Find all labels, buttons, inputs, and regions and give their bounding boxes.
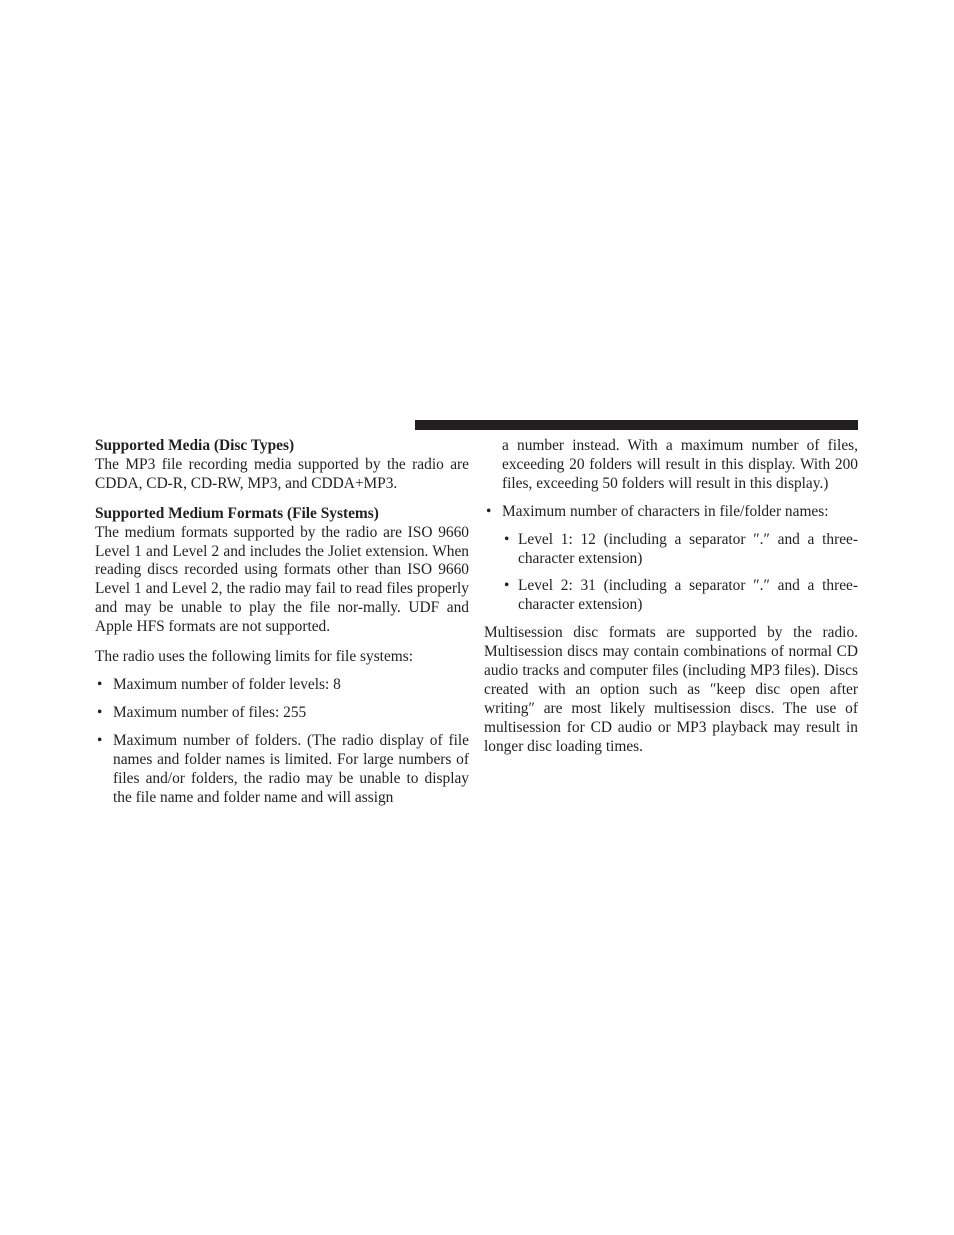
list-item [484,503,858,616]
list-item: • Maximum number of folder levels: 8 [95,676,469,695]
multisession-text: Multisession disc formats are supported by the radio. Multisession discs may contain combinations of normal CD audio tracks and computer files (including MP3 files). Discs created with an option such as ″keep disc open after writing″ are most likely multisession discs. The use of multisession for CD audio or MP3 playback may result in longer disc loading times. [484,624,858,755]
characters-list [484,503,858,616]
list-item: • Level 2: 31 (including a separator ″.″ and a three-character extension) [502,577,858,615]
section-header-rule [415,420,858,430]
list-item: • Maximum number of files: 255 [95,704,469,723]
supported-media-text: The MP3 file recording media supported by the radio are CDDA, CD-R, CD-RW, MP3, and CDDA+MP3. [95,455,469,492]
list-item: • Maximum number of folders. (The radio display of file names and folder names is limited. For large numbers of files and/or folders, the radio may be unable to display the file name and folder name and will assign [95,732,469,808]
limits-intro-text: The radio uses the following limits for file systems: [95,648,414,666]
supported-media-section [95,437,469,494]
supported-media-heading: Supported Media (Disc Types) [95,437,295,454]
character-levels-list [502,531,858,616]
list-item: • Level 1: 12 (including a separator ″.″ and a three-character extension) [502,531,858,569]
supported-formats-heading: Supported Medium Formats (File Systems) [95,504,379,522]
limits-list [95,676,469,807]
characters-item-text: Maximum number of characters in file/folder names: [502,502,829,520]
folders-item-continuation: a number instead. With a maximum number of files, exceeding 20 folders will result in this display. With 200 files, exceeding 50 folders will result in this display.) [502,437,858,492]
supported-formats-section [95,505,469,637]
left-column [95,437,469,807]
right-column [484,437,858,766]
supported-formats-text: The medium formats supported by the radio are ISO 9660 Level 1 and Level 2 and includes the Joliet extension. When reading discs recorded using formats other than ISO 9660 Level 1 and Level 2, the radio may fail to read files properly and may be unable to play the file nor-mally. UDF and Apple HFS formats are not supported. [95,523,469,636]
